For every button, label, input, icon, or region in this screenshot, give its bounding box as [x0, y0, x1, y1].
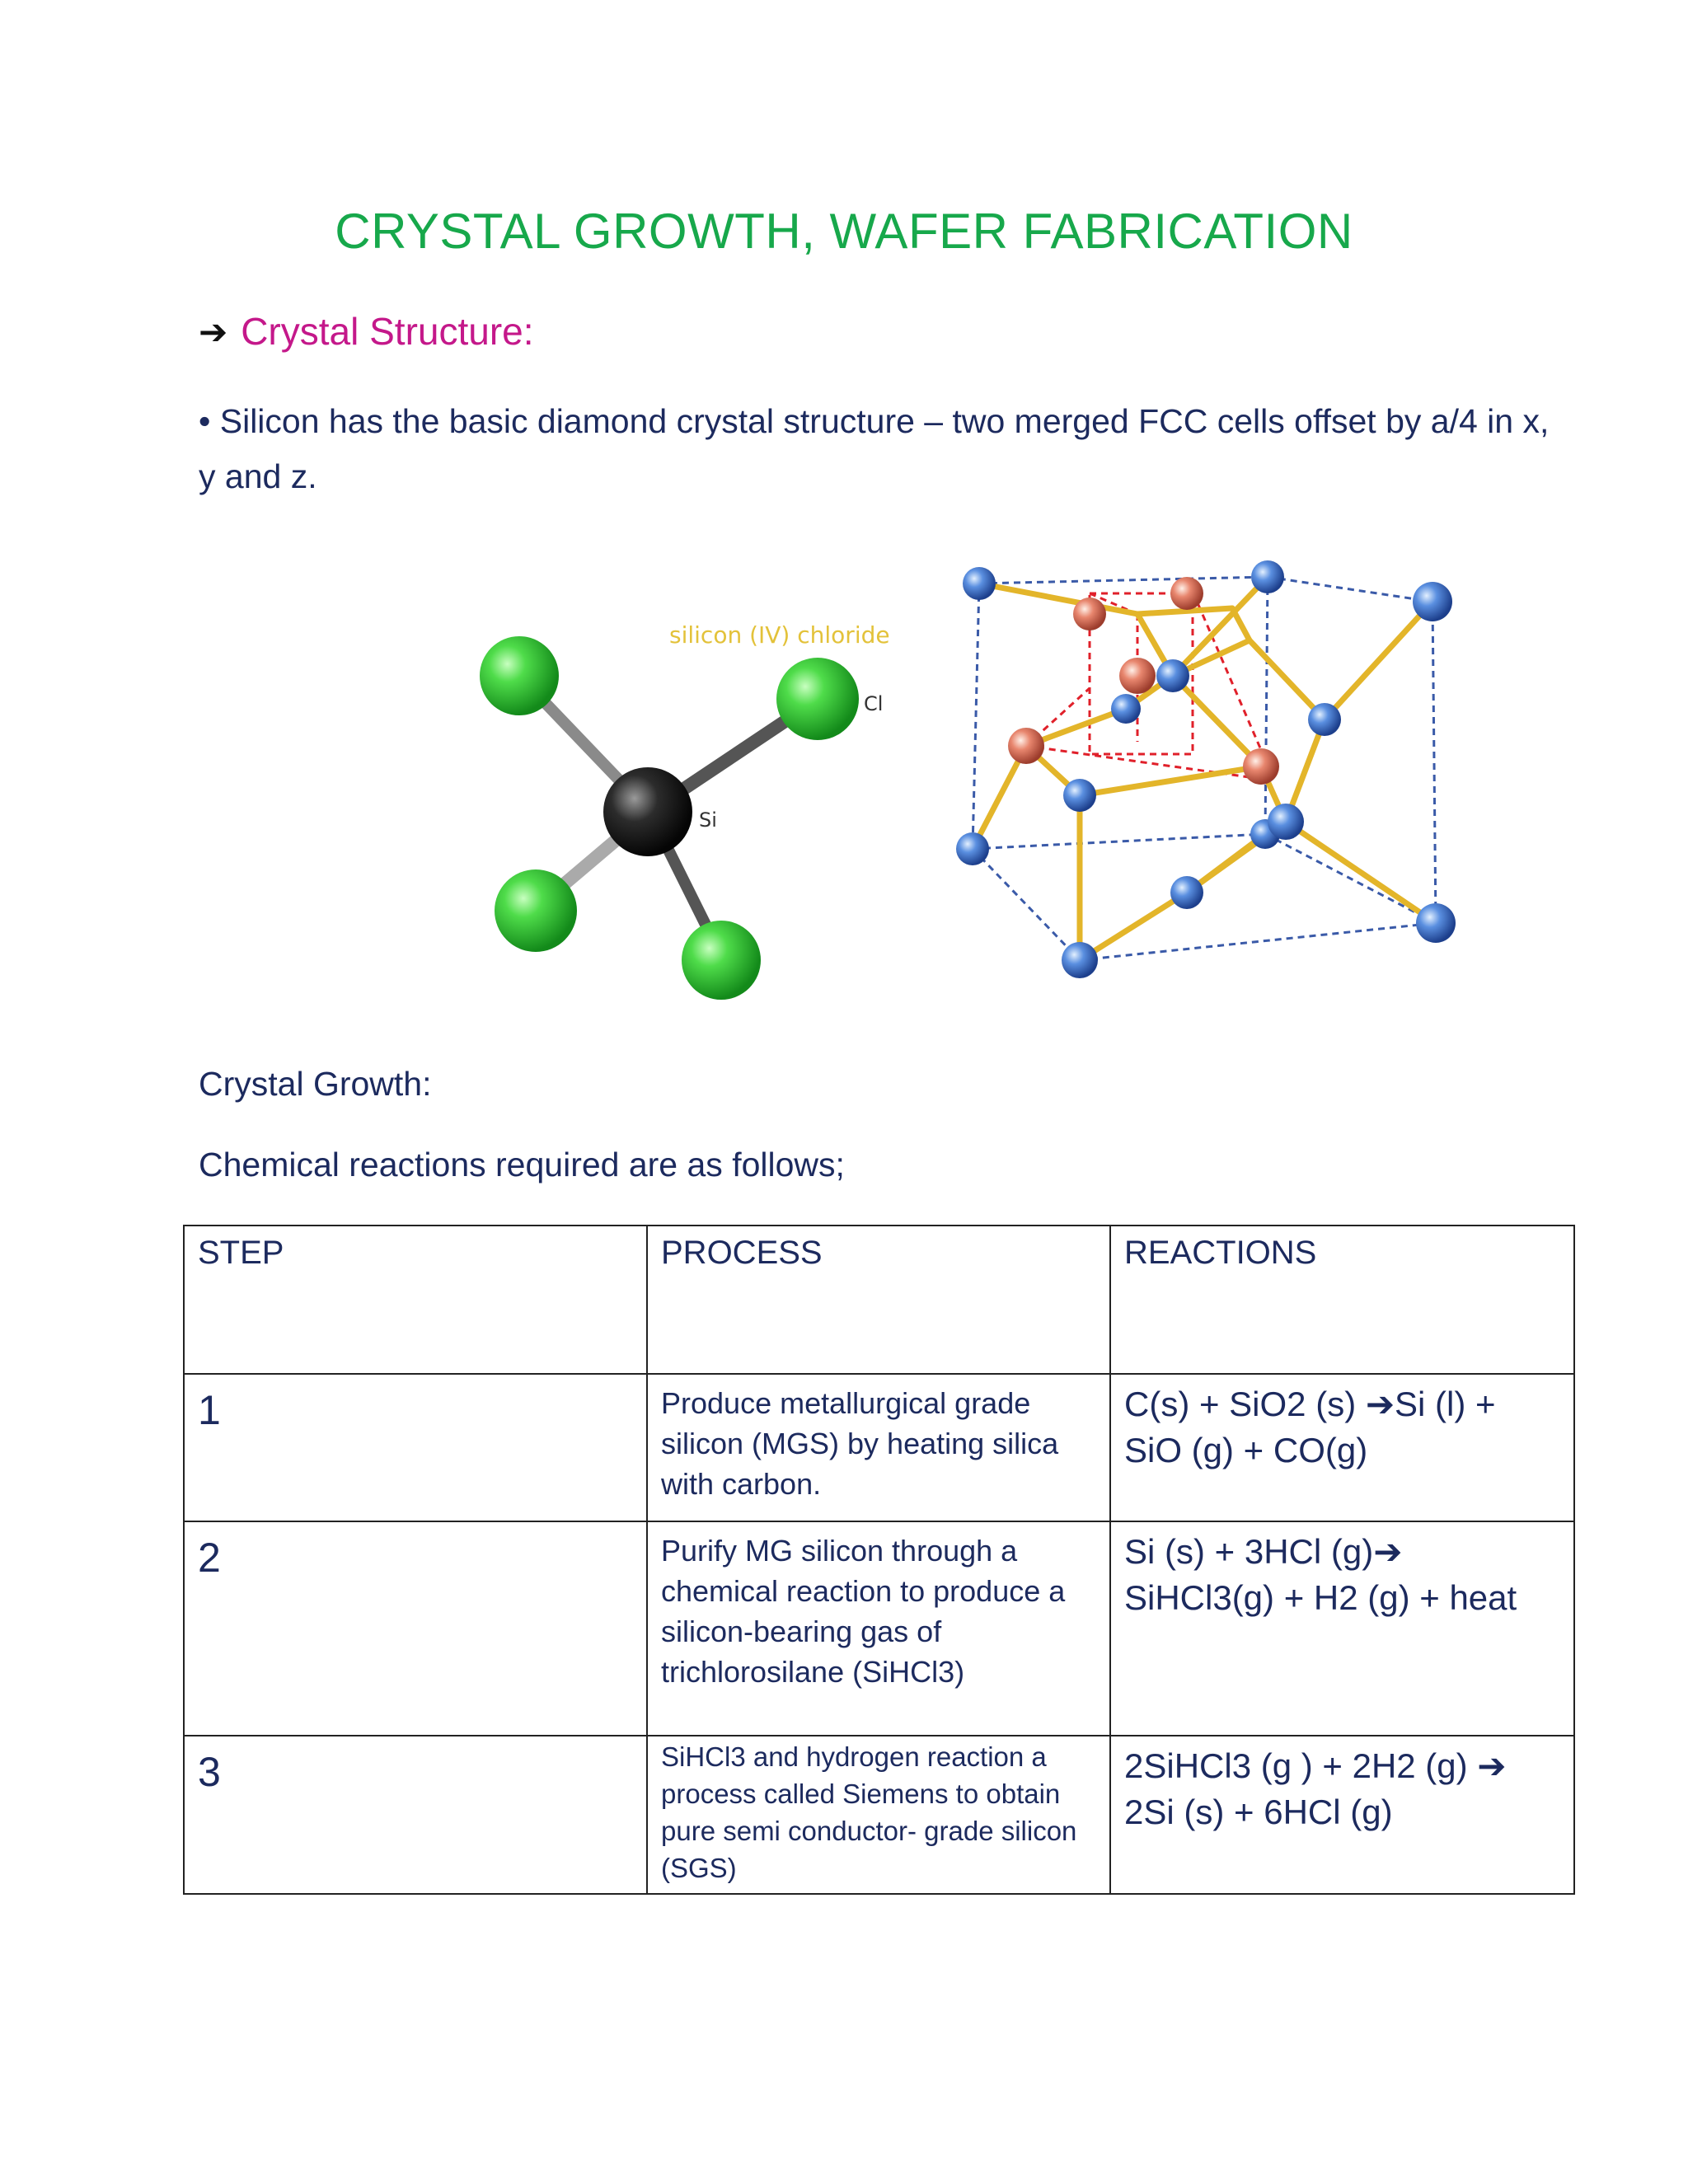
header-reactions: REACTIONS: [1110, 1226, 1574, 1374]
step-number: 1: [184, 1374, 647, 1521]
document-title: CRYSTAL GROWTH, WAFER FABRICATION: [335, 204, 1353, 259]
chlorine-label: Cl: [864, 692, 884, 715]
table-row: [184, 1521, 1574, 1736]
sicl4-molecule: [480, 621, 890, 1000]
reactions-intro: Chemical reactions required are as follows;: [199, 1146, 845, 1183]
table-header-row: [184, 1226, 1574, 1374]
reactions-table: [183, 1225, 1575, 1895]
table-row: [184, 1374, 1574, 1521]
reaction-cell: Si (s) + 3HCl (g)➔ SiHCl3(g) + H2 (g) + heat: [1110, 1521, 1574, 1736]
diamond-lattice: [956, 560, 1456, 978]
step-number: 3: [184, 1736, 647, 1894]
reaction-cell: C(s) + SiO2 (s) ➔Si (l) + SiO (g) + CO(g): [1110, 1374, 1574, 1521]
header-process: PROCESS: [647, 1226, 1110, 1374]
molecule-caption: silicon (IV) chloride: [669, 621, 890, 649]
process-cell: Purify MG silicon through a chemical reaction to produce a silicon-bearing gas of trichlorosilane (SiHCl3): [647, 1521, 1110, 1736]
table-row: [184, 1736, 1574, 1894]
step-number: 2: [184, 1521, 647, 1736]
bullet-paragraph: • Silicon has the basic diamond crystal structure – two merged FCC cells offset by a/4 in x, y and z.: [199, 402, 1550, 495]
header-step: STEP: [184, 1226, 647, 1374]
process-cell: SiHCl3 and hydrogen reaction a process called Siemens to obtain pure semi conductor- grade silicon (SGS): [647, 1736, 1110, 1894]
process-cell: Produce metallurgical grade silicon (MGS) by heating silica with carbon.: [647, 1374, 1110, 1521]
arrow-icon: ➔: [199, 312, 228, 351]
reaction-cell: 2SiHCl3 (g ) + 2H2 (g) ➔ 2Si (s) + 6HCl (g): [1110, 1736, 1574, 1894]
silicon-label: Si: [699, 808, 717, 832]
crystal-growth-heading: Crystal Growth:: [199, 1065, 432, 1103]
crystal-structure-figure: [264, 527, 1467, 1022]
section-heading: [199, 309, 534, 354]
section-heading-text: Crystal Structure:: [241, 310, 534, 353]
